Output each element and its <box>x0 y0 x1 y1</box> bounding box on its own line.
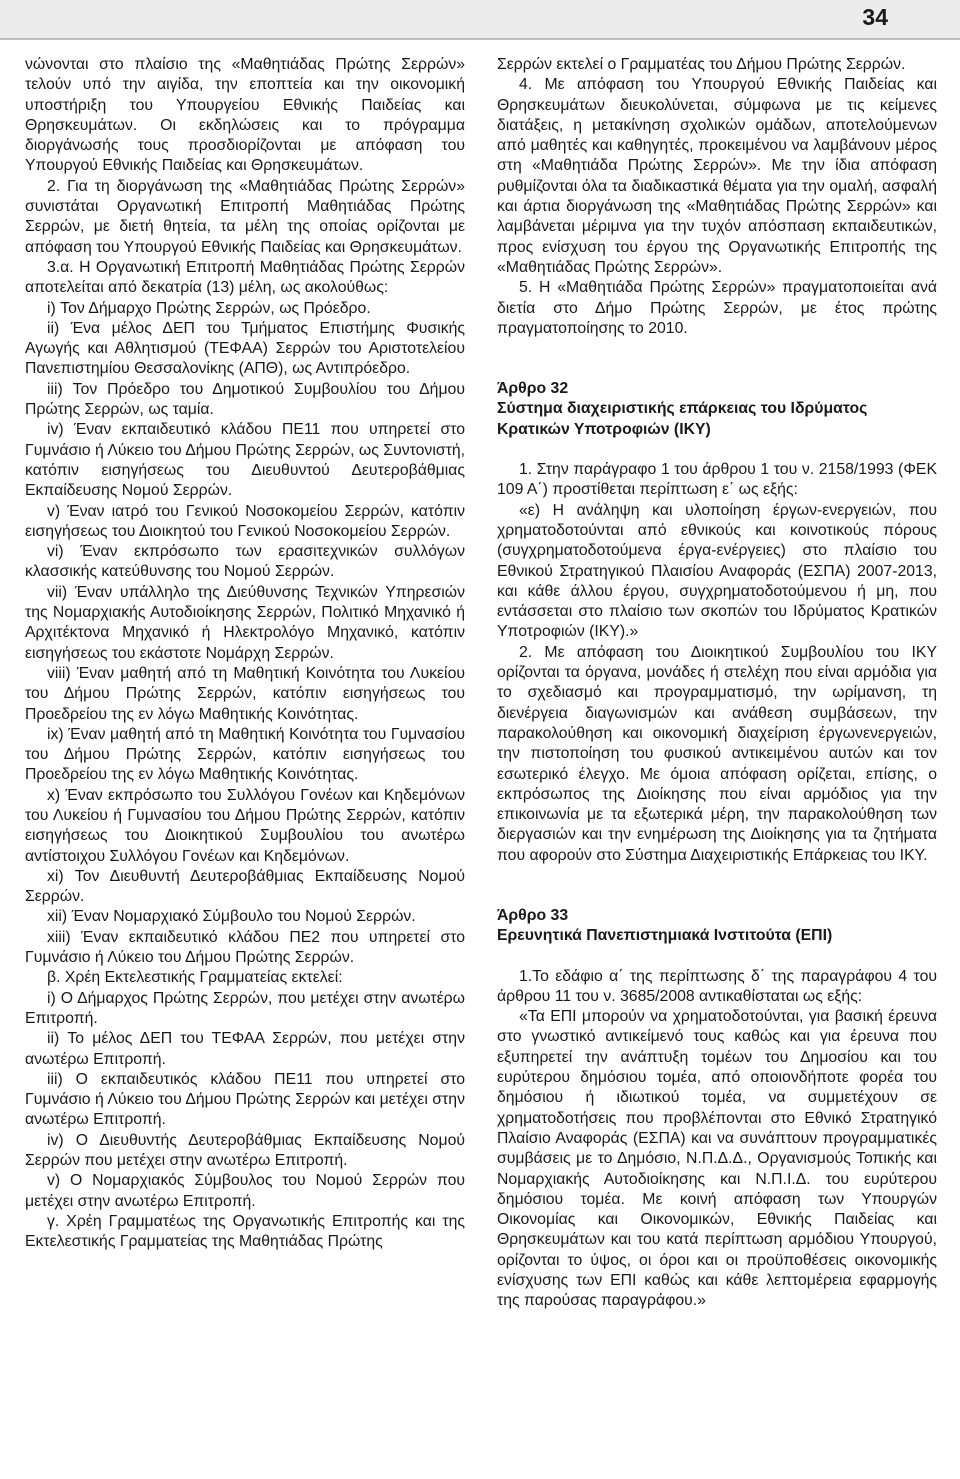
paragraph: 1.Το εδάφιο α΄ της περίπτωσης δ΄ της παραγράφου 4 του άρθρου 11 του ν. 3685/2008 αντικαθίσταται ως εξής: <box>497 967 937 1005</box>
section-spacer <box>497 339 937 379</box>
list-item: xii) Έναν Νομαρχιακό Σύμβουλο του Νομού Σερρών. <box>47 908 416 926</box>
list-item: v) Έναν ιατρό του Γενικού Νοσοκομείου Σερρών, κατόπιν εισηγήσεως του Διοικητού του Γενικού Νοσοκομείου Σερρών. <box>25 502 465 540</box>
list-item: i) Ο Δήμαρχος Πρώτης Σερρών, που μετέχει στην ανωτέρω Επιτροπή. <box>25 989 465 1027</box>
section-spacer <box>497 947 937 967</box>
article-33-title: Ερευνητικά Πανεπιστημιακά Ινστιτούτα (ΕΠΙ) <box>497 927 833 945</box>
paragraph: 3.α. Η Οργανωτική Επιτροπή Μαθητιάδας Πρώτης Σερρών αποτελείται από δεκατρία (13) μέλη, ως ακολούθως: <box>25 258 465 297</box>
list-item: i) Τον Δήμαρχο Πρώτης Σερρών, ως Πρόεδρο. <box>47 299 371 317</box>
paragraph: «Τα ΕΠΙ μπορούν να χρηματοδοτούνται, για βασική έρευνα στο γνωστικό αντικείμενό τους καθώς και για έρευνα που εξυπηρετεί την ανάπτυξη τομέων του Δημοσίου και του ευρύτερου δημόσιου τομέα, από οποιονδήποτε φορέα του δημόσιου ή ιδιωτικού τομέα, να συμμετέχουν σε χρηματοδοτήσεις που προβλέπονται στο Εθνικό Στρατηγικό Πλαίσιο Αναφοράς (ΕΣΠΑ) και να συνάπτουν προγραμματικές συμβάσεις με το Δημόσιο, Ν.Π.Δ.Δ., Οργανισμούς Τοπικής και Νομαρχιακής Αυτοδιοίκησης και Ν.Π.Ι.Δ. του ευρύτερου δημόσιου τομέα. Με κοινή απόφαση των Υπουργών Οικονομίας και Οικονομικών, Εθνικής Παιδείας και Θρησκευμάτων και του κατά περίπτωση αρμόδιου Υπουργού, ορίζονται το ύψος, οι όροι και οι προϋποθέσεις οικονομικής ενίσχυσης των ΕΠΙ καθώς και κάθε λεπτομέρεια εφαρμογής της παρούσας παραγράφου.» <box>497 1008 937 1310</box>
list-item: iii) Τον Πρόεδρο του Δημοτικού Συμβουλίου του Δήμου Πρώτης Σερρών, ως ταμία. <box>25 380 465 419</box>
article-32-title: Σύστημα διαχειριστικής επάρκειας του Ιδρύματος <box>497 400 868 418</box>
article-33-heading: Άρθρο 33 <box>497 906 569 924</box>
paragraph: 2. Για τη διοργάνωση της «Μαθητιάδας Πρώτης Σερρών» συνιστάται Οργανωτική Επιτροπή Μαθητιάδας Πρώτης Σερρών, με διετή θητεία, τα μέλη της οποίας ορίζονται με απόφαση του Υπουργού Εθνικής Παιδείας και Θρησκευμάτων. <box>25 177 465 256</box>
left-column <box>25 55 465 1253</box>
header-rule <box>0 38 960 40</box>
list-item: viii) Έναν μαθητή από τη Μαθητική Κοινότητα του Λυκείου του Δήμου Πρώτης Σερρών, κατόπιν εισηγήσεως του Προεδρείου της εν λόγω Μαθητικής Κοινότητας. <box>25 664 465 723</box>
list-item: vi) Έναν εκπρόσωπο των ερασιτεχνικών συλλόγων κλασσικής κατεύθυνσης του Νομού Σερρών. <box>25 543 465 581</box>
section-spacer <box>497 866 937 906</box>
list-item: iii) Ο εκπαιδευτικός κλάδου ΠΕ11 που υπηρετεί στο Γυμνάσιο ή Λύκειο του Δήμου Πρώτης Σερρών και μετέχει στην ανωτέρω Επιτροπή. <box>25 1070 465 1129</box>
page-header-bar <box>0 0 960 38</box>
paragraph: 1. Στην παράγραφο 1 του άρθρου 1 του ν. 2158/1993 (ΦΕΚ 109 Α΄) προστίθεται περίπτωση ε΄ ως εξής: <box>497 461 937 499</box>
page-number: 34 <box>862 4 888 30</box>
list-item: iv) Έναν εκπαιδευτικό κλάδου ΠΕ11 που υπηρετεί στο Γυμνάσιο ή Λύκειο του Δήμου Πρώτης Σερρών, ως Συντονιστή, κατόπιν εισηγήσεως του Διευθυντού Δευτεροβάθμιας Εκπαίδευσης Νομού Σερρών. <box>25 421 465 500</box>
paragraph: 5. Η «Μαθητιάδα Πρώτης Σερρών» πραγματοποιείται ανά διετία στο Δήμο Πρώτης Σερρών, με έτος πρώτης πραγματοποίησης το 2010. <box>497 279 937 337</box>
paragraph: 4. Με απόφαση του Υπουργού Εθνικής Παιδείας και Θρησκευμάτων διευκολύνεται, σύμφωνα με τις κείμενες διατάξεις, η μετακίνηση σχολικών ομάδων, αποτελούμενων από μαθητές και καθηγητές, προκειμένου να λαμβάνουν μέρος στη «Μαθητιάδα Πρώτης Σερρών». Με την ίδια απόφαση ρυθμίζονται όλα τα διαδικαστικά θέματα για την ομαλή, ασφαλή και άρτια διοργάνωση της «Μαθητιάδας Πρώτης Σερρών» και λαμβάνεται μέριμνα για την τυχόν απόσπαση εκπαιδευτικών, προς ενίσχυση του έργου της Οργανωτικής Επιτροπής της «Μαθητιάδας Πρώτης Σερρών». <box>497 76 937 276</box>
article-32-heading: Άρθρο 32 <box>497 380 569 398</box>
list-item: iv) Ο Διευθυντής Δευτεροβάθμιας Εκπαίδευσης Νομού Σερρών που μετέχει στην ανωτέρω Επιτροπή. <box>25 1131 465 1170</box>
list-item: x) Έναν εκπρόσωπο του Συλλόγου Γονέων και Κηδεμόνων του Λυκείου ή Γυμνασίου του Δήμου Πρώτης Σερρών, κατόπιν εισηγήσεως του Διοικητικού Συμβουλίου του ανωτέρω αντίστοιχου Συλλόγου Γονέων και Κηδεμόνων. <box>25 786 465 865</box>
list-item: ix) Έναν μαθητή από τη Μαθητική Κοινότητα του Γυμνασίου του Δήμου Πρώτης Σερρών, κατόπιν εισηγήσεως του Προεδρείου της εν λόγω Μαθητικής Κοινότητας. <box>25 725 465 784</box>
paragraph: «ε) Η ανάληψη και υλοποίηση έργων-ενεργειών, που χρηματοδοτούνται από εθνικούς και κοινοτικούς πόρους (συγχρηματοδοτούμενα έργα-ενέργειες) στο πλαίσιο του Εθνικού Στρατηγικού Πλαισίου Αναφοράς (ΕΣΠΑ) 2007-2013, και κάθε άλλου έργου, συγχρηματοδοτούμενου ή μη, που εντάσσεται στο πλαίσιο των σκοπών του Ιδρύματος Κρατικών Υποτροφιών (ΙΚΥ).» <box>497 501 937 641</box>
list-item: ii) Ένα μέλος ΔΕΠ του Τμήματος Επιστήμης Φυσικής Αγωγής και Αθλητισμού (ΤΕΦΑΑ) Σερρών του Αριστοτελείου Πανεπιστημίου Θεσσαλονίκης (ΑΠΘ), ως Αντιπρόεδρο. <box>25 319 465 378</box>
list-item: xi) Τον Διευθυντή Δευτεροβάθμιας Εκπαίδευσης Νομού Σερρών. <box>25 867 465 906</box>
article-32-title: Κρατικών Υποτροφιών (ΙΚΥ) <box>497 420 711 438</box>
paragraph: νώνονται στο πλαίσιο της «Μαθητιάδας Πρώτης Σερρών» τελούν υπό την αιγίδα, την εποπτεία και την οικονομική υποστήριξη του Υπουργείου Εθνικής Παιδείας και Θρησκευμάτων. Οι εκδηλώσεις και το πρόγραμμα διοργάνωσής τους προσδιορίζονται με απόφαση του Υπουργού Εθνικής Παιδείας και Θρησκευμάτων. <box>25 56 465 175</box>
paragraph: γ. Χρέη Γραμματέως της Οργανωτικής Επιτροπής και της Εκτελεστικής Γραμματείας της Μαθητιάδας Πρώτης <box>25 1212 465 1251</box>
right-column <box>497 55 937 1312</box>
section-spacer <box>497 440 937 460</box>
paragraph: β. Χρέη Εκτελεστικής Γραμματείας εκτελεί: <box>47 969 343 987</box>
list-item: ii) Το μέλος ΔΕΠ του ΤΕΦΑΑ Σερρών, που μετέχει στην ανωτέρω Επιτροπή. <box>25 1030 465 1068</box>
paragraph: 2. Με απόφαση του Διοικητικού Συμβουλίου του ΙΚΥ ορίζονται τα όργανα, μονάδες ή στελέχη που είναι αρμόδια για το σχεδιασμό και προγραμματισμό, την ωρίμανση, τη διενέργεια διαγωνισμών και ανάθεση συμβάσεων, την παρακολούθηση και οικονομική διαχείριση έργωνενεργειών, την πιστοποίηση του φυσικού αντικειμένου αυτών και τον εσωτερικό έλεγχο. Με όμοια απόφαση ορίζεται, επίσης, ο εκπρόσωπος της Διοίκησης που είναι αρμόδιος για την επικοινωνία με τα εξωτερικά μέρη, την παρακολούθηση των διεργασιών και την ενημέρωση της Διοίκησης για τα ζητήματα που αφορούν στο Σύστημα Διαχειριστικής Επάρκειας του ΙΚΥ. <box>497 643 937 864</box>
list-item: v) Ο Νομαρχιακός Σύμβουλος του Νομού Σερρών που μετέχει στην ανωτέρω Επιτροπή. <box>25 1172 465 1210</box>
list-item: xiii) Έναν εκπαιδευτικό κλάδου ΠΕ2 που υπηρετεί στο Γυμνάσιο ή Λύκειο του Δήμου Πρώτης Σερρών. <box>25 928 465 967</box>
paragraph: Σερρών εκτελεί ο Γραμματέας του Δήμου Πρώτης Σερρών. <box>497 56 906 73</box>
list-item: vii) Έναν υπάλληλο της Διεύθυνσης Τεχνικών Υπηρεσιών της Νομαρχιακής Αυτοδιοίκησης Σερρών, Πολιτικό Μηχανικό ή Αρχιτέκτονα Μηχανικό ή Ηλεκτρολόγο Μηχανικό, κατόπιν εισηγήσεως του εκάστοτε Νομάρχη Σερρών. <box>25 583 465 662</box>
